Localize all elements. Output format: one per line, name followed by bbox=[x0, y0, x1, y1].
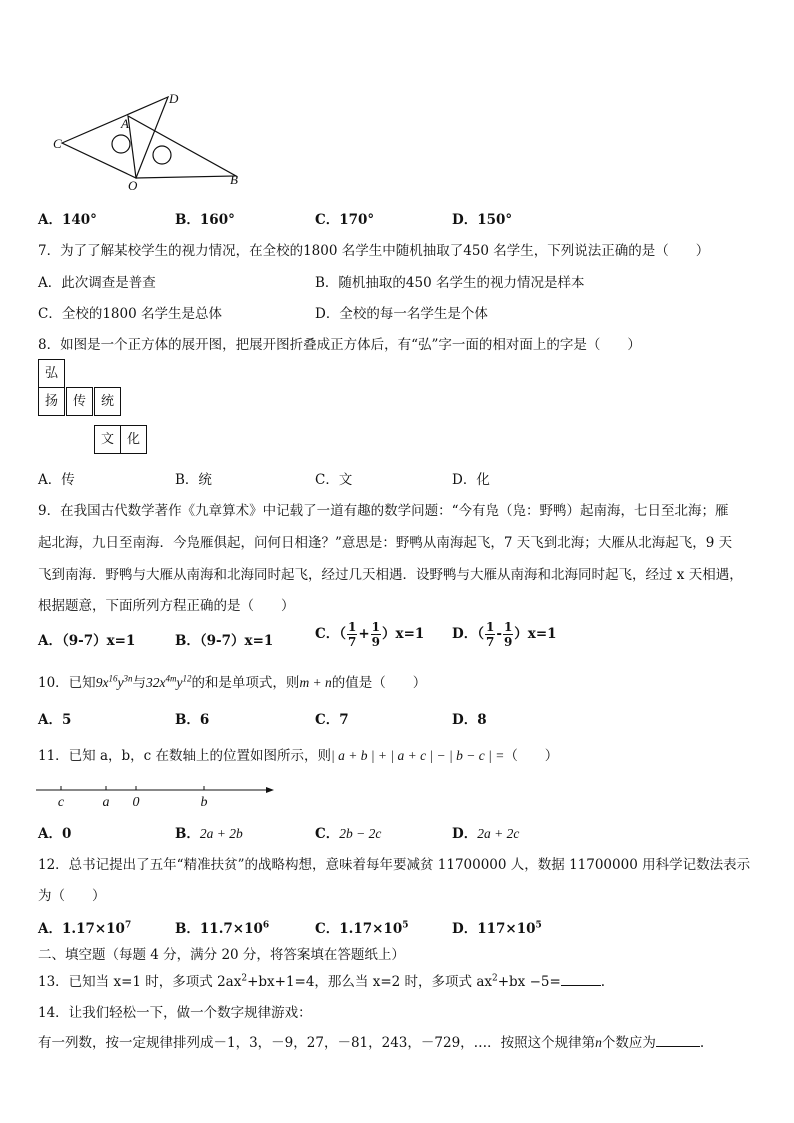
q9-option-b: B．（9-7）x=1 bbox=[175, 633, 274, 649]
point-label-a: A bbox=[121, 116, 129, 131]
q14-line-2: 有一列数，按一定规律排列成－1，3，－9，27，－81，243，－729，…．按照这个规律第n个数应为 . bbox=[38, 1035, 705, 1051]
cube-face-yang: 扬 bbox=[38, 387, 65, 416]
q8-option-a: A．传 bbox=[38, 472, 75, 488]
cube-face-hua: 化 bbox=[120, 425, 147, 454]
axis-label-a: a bbox=[102, 795, 110, 810]
q9-line-2: 起北海，九日至南海．今凫雁俱起，问何日相逢？”意思是：野鸭从南海起飞，7 天飞到北海；大雁从北海起飞，9 天 bbox=[38, 535, 733, 551]
q9-option-d-prefix: D．（ bbox=[452, 626, 484, 642]
q9-option-c-suffix: ）x=1 bbox=[382, 626, 425, 642]
axis-label-zero: 0 bbox=[132, 795, 140, 810]
q9-line-4: 根据题意，下面所列方程正确的是（ ） bbox=[38, 598, 295, 614]
q8-option-b: B．统 bbox=[175, 472, 212, 488]
fraction-one-ninth: $\frac{1}{9}$ bbox=[503, 620, 513, 649]
q6-option-c: C．170° bbox=[315, 212, 375, 228]
q12-option-a: A．$1.17\times 10^7$ bbox=[38, 920, 132, 937]
circle-left bbox=[112, 135, 130, 153]
q10-option-d: D．8 bbox=[452, 712, 487, 728]
q12-option-c: C．$1.17\times 10^5$ bbox=[315, 920, 409, 937]
q11-option-a: A．0 bbox=[38, 826, 72, 842]
q11-option-b: B．2a + 2b bbox=[175, 826, 243, 842]
cube-face-chuan: 传 bbox=[66, 387, 93, 416]
q10-option-a: A．5 bbox=[38, 712, 72, 728]
cube-face-tong: 统 bbox=[94, 387, 121, 416]
fraction-one-seventh: $\frac{1}{7}$ bbox=[348, 620, 357, 649]
q12-line-2: 为（ ） bbox=[38, 888, 106, 904]
q11-option-d: D．2a + 2c bbox=[452, 826, 520, 842]
q7-option-b: B．随机抽取的450 名学生的视力情况是样本 bbox=[315, 275, 585, 291]
q9-option-a: A．（9-7）x=1 bbox=[38, 633, 136, 649]
point-label-b: B bbox=[230, 172, 238, 187]
q12-line-1: 12．总书记提出了五年“精准扶贫”的战略构想，意味着每年要减贫 11700000 人，数据 11700000 用科学记数法表示 bbox=[38, 857, 751, 873]
section-heading-fill-in: 二、填空题（每题 4 分，满分 20 分，将答案填在答题纸上） bbox=[38, 947, 405, 963]
q8-option-c: C．文 bbox=[315, 472, 353, 488]
q9-option-d bbox=[452, 620, 557, 649]
q6-option-d: D．150° bbox=[452, 212, 513, 228]
q12-option-d: D．$117\times 10^5$ bbox=[452, 920, 542, 937]
q11-option-c: C．2b − 2c bbox=[315, 826, 382, 842]
triangle-bcd bbox=[128, 116, 236, 178]
q8-option-d: D．化 bbox=[452, 472, 490, 488]
q9-option-c-prefix: C．（ bbox=[315, 626, 346, 642]
q13-stem: 13．已知当 x=1 时，多项式 $2ax^2+bx+1=4$，那么当 x=2 时，多项式 $ax^2+bx -5=$ . bbox=[38, 973, 606, 990]
q9-option-c bbox=[315, 620, 424, 649]
fraction-one-ninth: $\frac{1}{9}$ bbox=[371, 620, 381, 649]
plus-sign: + bbox=[358, 626, 370, 642]
q6-option-b: B．160° bbox=[175, 212, 235, 228]
q13-answer-blank[interactable] bbox=[561, 973, 601, 986]
q10-option-c: C．7 bbox=[315, 712, 349, 728]
point-label-c: C bbox=[53, 136, 62, 151]
q9-option-d-suffix: ）x=1 bbox=[514, 626, 557, 642]
q11-stem: 11．已知 a，b，c 在数轴上的位置如图所示，则| a + b | + | a + c | − | b − c | =（ ） bbox=[38, 748, 559, 764]
cube-face-hong: 弘 bbox=[38, 359, 65, 388]
fraction-one-seventh: $\frac{1}{7}$ bbox=[485, 620, 495, 649]
q7-option-d: D．全校的每一名学生是个体 bbox=[315, 306, 488, 322]
axis-label-b: b bbox=[200, 795, 208, 810]
q7-option-c: C．全校的1800 名学生是总体 bbox=[38, 306, 222, 322]
q6-option-a: A．140° bbox=[38, 212, 97, 228]
q9-line-3: 飞到南海．野鸭与大雁从南海和北海同时起飞，经过几天相遇．设野鸭与大雁从南海和北海同时起飞，经过 x 天相遇， bbox=[38, 567, 743, 583]
cube-face-wen: 文 bbox=[94, 425, 121, 454]
q7-option-a: A．此次调查是普查 bbox=[38, 275, 156, 291]
q12-option-b: B．$11.7\times 10^6$ bbox=[175, 920, 270, 937]
q14-line-1: 14．让我们轻松一下，做一个数字规律游戏： bbox=[38, 1005, 312, 1021]
point-label-d: D bbox=[169, 91, 179, 106]
axis-label-c: c bbox=[57, 795, 65, 810]
q9-line-1: 9．在我国古代数学著作《九章算术》中记载了一道有趣的数学问题：“今有凫（凫：野鸭）起南海，七日至北海；雁 bbox=[38, 503, 729, 519]
q14-answer-blank[interactable] bbox=[656, 1034, 700, 1047]
q10-option-b: B．6 bbox=[175, 712, 210, 728]
point-label-o: O bbox=[128, 178, 138, 193]
circle-right bbox=[153, 146, 171, 164]
number-line bbox=[36, 780, 276, 810]
minus-sign: - bbox=[496, 626, 502, 642]
triangle-figure bbox=[50, 88, 250, 193]
q8-stem: 8．如图是一个正方体的展开图，把展开图折叠成正方体后，有“弘”字一面的相对面上的字是（ ） bbox=[38, 337, 641, 353]
q10-stem: 10．已知$9x^{16}y^{3n}$与$32x^{4m}y^{12}$的和是单项式，则m + n的值是（ ） bbox=[38, 673, 427, 691]
q7-stem: 7．为了了解某校学生的视力情况，在全校的1800 名学生中随机抽取了450 名学生，下列说法正确的是（ ） bbox=[38, 243, 710, 259]
